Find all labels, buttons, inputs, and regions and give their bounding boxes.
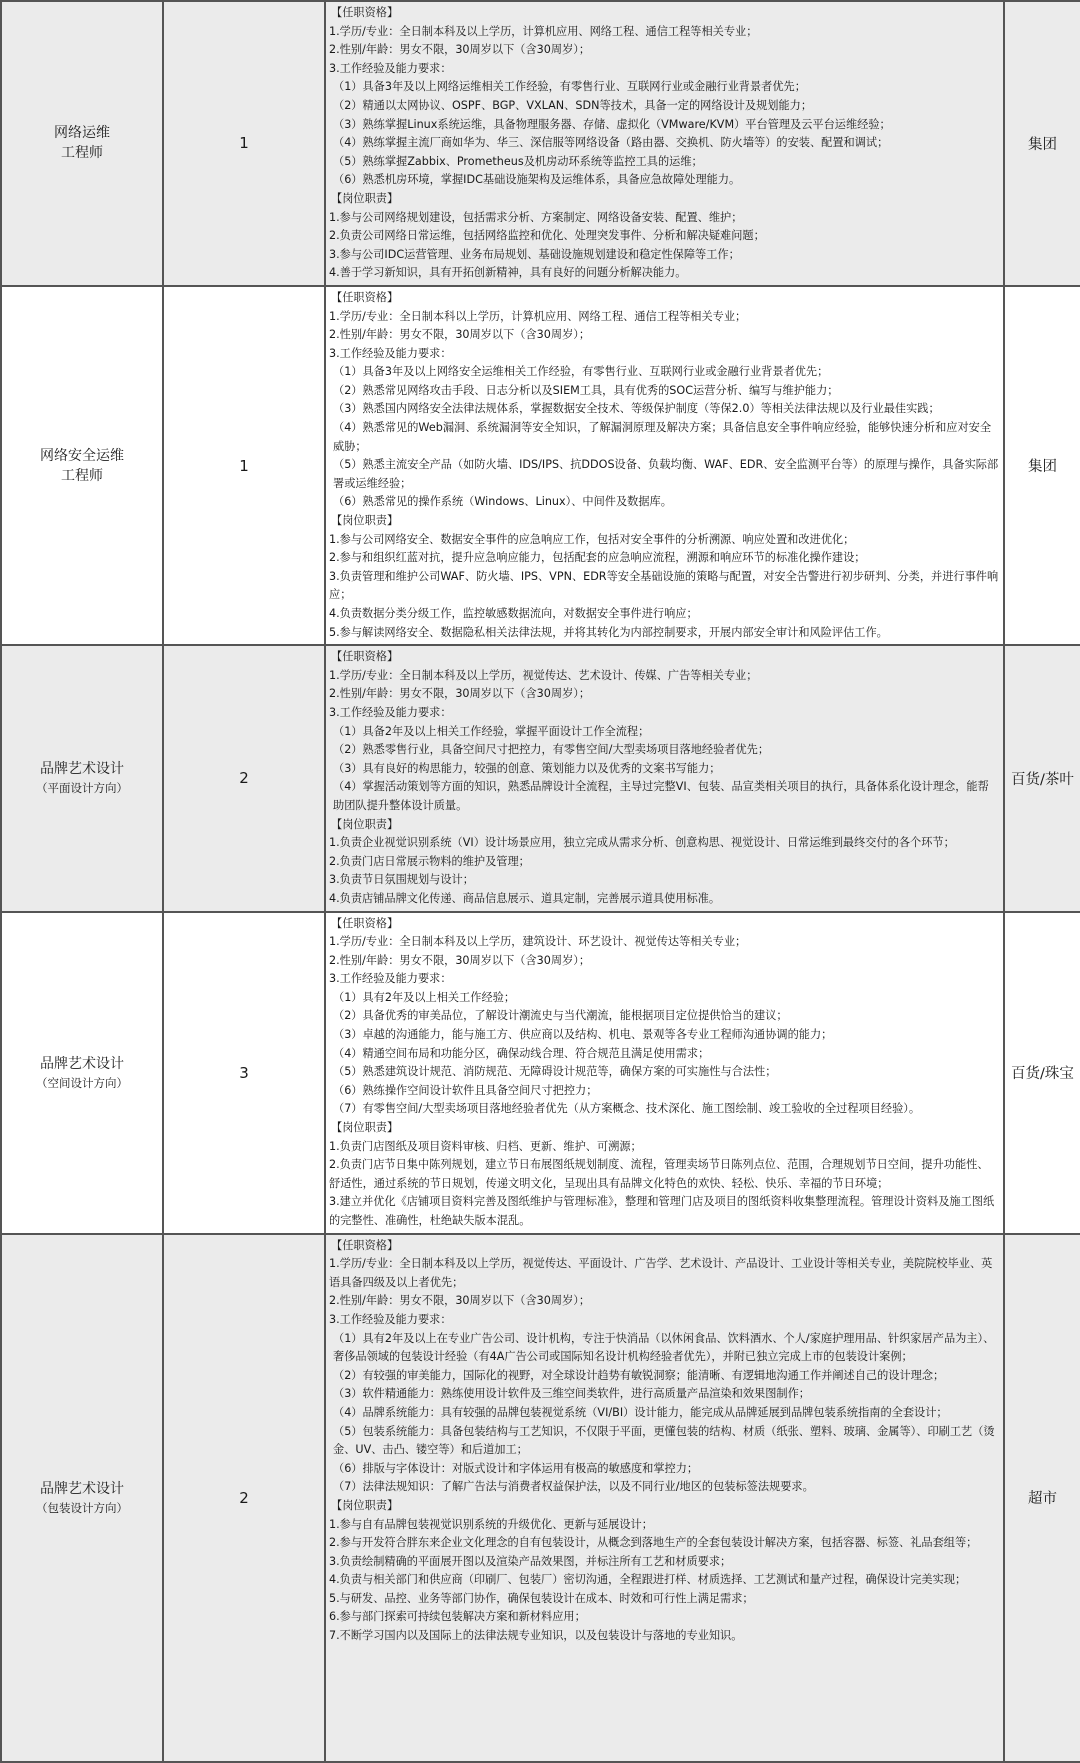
description-line: 1.学历/专业：全日制本科及以上学历，计算机应用、网络工程、通信工程等相关专业； <box>329 24 758 38</box>
description-line: （3）熟练掌握Linux系统运维，具备物理服务器、存储、虚拟化（VMware/KVM）平台管理及云平台运维经验； <box>333 117 891 131</box>
job-row <box>1 1234 1080 1762</box>
job-title-line: 工程师 <box>61 467 103 484</box>
job-title-cell <box>1 1 163 286</box>
job-department: 集团 <box>1004 1 1080 286</box>
description-line: （4）掌握活动策划等方面的知识，熟悉品牌设计全流程，主导过完整VI、包装、品宣类相关项目的执行，具备体系化设计理念，能帮助团队提升整体设计质量。 <box>333 780 989 812</box>
job-headcount: 1 <box>163 286 325 645</box>
section-heading: 【岗位职责】 <box>331 191 399 205</box>
job-headcount: 1 <box>163 1 325 286</box>
description-line: 3.建立并优化《店铺项目资料完善及图纸维护与管理标准》，整理和管理门店及项目的图纸资料收集整理流程。管理设计资料及施工图纸的完整性、准确性，杜绝缺失版本混乱。 <box>329 1195 995 1227</box>
description-line: 4.负责与相关部门和供应商（印刷厂、包装厂）密切沟通，全程跟进打样、材质选择、工艺测试和量产过程，确保设计完美实现； <box>329 1573 967 1587</box>
job-row <box>1 912 1080 1234</box>
description-line: （1）具备3年及以上网络安全运维相关工作经验，有零售行业、互联网行业或金融行业背景者优先； <box>333 365 829 379</box>
description-line: （4）品牌系统能力：具有较强的品牌包装视觉系统（VI/BI）设计能力，能完成从品牌延展到品牌包装系统指南的全套设计； <box>333 1405 948 1419</box>
description-line: 2.性别/年龄：男女不限，30周岁以下（含30周岁）； <box>329 328 591 342</box>
job-headcount: 2 <box>163 1234 325 1762</box>
job-title-line: 品牌艺术设计 <box>40 1055 124 1072</box>
description-line: （4）熟练掌握主流厂商如华为、华三、深信服等网络设备（路由器、交换机、防火墙等）的安装、配置和调试； <box>333 136 889 150</box>
job-department: 集团 <box>1004 286 1080 645</box>
job-table-body <box>1 1 1080 1762</box>
description-line: 1.学历/专业：全日制本科以上学历，计算机应用、网络工程、通信工程等相关专业； <box>329 309 747 323</box>
description-line: 3.工作经验及能力要求： <box>329 1312 452 1326</box>
section-heading: 【岗位职责】 <box>331 1121 399 1135</box>
description-line: 2.参与和组织红蓝对抗，提升应急响应能力，包括配套的应急响应流程，溯源和响应环节的标准化操作建设； <box>329 551 866 565</box>
description-line: （3）具有良好的构思能力，较强的创意、策划能力以及优秀的文案书写能力； <box>333 761 721 775</box>
job-department: 超市 <box>1004 1234 1080 1762</box>
section-heading: 【岗位职责】 <box>331 817 399 831</box>
job-title-cell <box>1 912 163 1234</box>
section-heading: 【岗位职责】 <box>331 1498 399 1512</box>
job-headcount: 2 <box>163 645 325 911</box>
description-line: （7）有零售空间/大型卖场项目落地经验者优先（从方案概念、技术深化、施工图绘制、竣工验收的全过程项目经验）。 <box>333 1102 921 1116</box>
description-line: 2.性别/年龄：男女不限，30周岁以下（含30周岁）； <box>329 43 591 57</box>
description-line: （4）精通空间布局和功能分区，确保动线合理、符合规范且满足使用需求； <box>333 1046 710 1060</box>
description-line: 6.参与部门探索可持续包装解决方案和新材料应用； <box>329 1610 586 1624</box>
description-line: （2）具备优秀的审美品位，了解设计潮流史与当代潮流，能根据项目定位提供恰当的建议； <box>333 1009 788 1023</box>
section-heading: 【任职资格】 <box>331 1238 399 1252</box>
job-subtitle: （平面设计方向） <box>36 781 128 796</box>
description-line: 3.工作经验及能力要求： <box>329 61 452 75</box>
description-line: 2.性别/年龄：男女不限，30周岁以下（含30周岁）； <box>329 687 591 701</box>
description-line: 2.性别/年龄：男女不限，30周岁以下（含30周岁）； <box>329 953 591 967</box>
description-line: （5）熟练掌握Zabbix、Prometheus及机房动环系统等监控工具的运维； <box>333 154 703 168</box>
description-line: 1.负责门店图纸及项目资料审核、归档、更新、维护、可溯源； <box>329 1139 642 1153</box>
description-line: 1.学历/专业：全日制本科及以上学历，视觉传达、艺术设计、传媒、广告等相关专业； <box>329 668 758 682</box>
job-row <box>1 286 1080 645</box>
job-title-line: 网络运维 <box>54 125 110 142</box>
job-title-cell <box>1 645 163 911</box>
description-line: （6）熟练操作空间设计软件且具备空间尺寸把控力； <box>333 1083 598 1097</box>
job-title-line: 品牌艺术设计 <box>40 1480 124 1497</box>
description-line: （5）包装系统能力：具备包装结构与工艺知识，不仅限于平面，更懂包装的结构、材质（纸张、塑料、玻璃、金属等）、印刷工艺（烫金、UV、击凸、镂空等）和后道加工； <box>333 1424 995 1457</box>
description-line: 1.参与自有品牌包装视觉识别系统的升级优化、更新与延展设计； <box>329 1517 653 1531</box>
job-title-line: 网络安全运维 <box>40 447 124 464</box>
description-line: 2.性别/年龄：男女不限，30周岁以下（含30周岁）； <box>329 1294 591 1308</box>
description-line: 2.负责公司网络日常运维，包括网络监控和优化、处理突发事件、分析和解决疑难问题； <box>329 229 765 243</box>
description-line: （2）熟悉零售行业，具备空间尺寸把控力，有零售空间/大型卖场项目落地经验者优先； <box>333 743 770 757</box>
description-line: 1.学历/专业：全日制本科及以上学历，建筑设计、环艺设计、视觉传达等相关专业； <box>329 935 747 949</box>
description-line: （5）熟悉主流安全产品（如防火墙、IDS/IPS、抗DDOS设备、负载均衡、WAF、EDR、安全监测平台等）的原理与操作，具备实际部署或运维经验； <box>333 458 999 490</box>
description-line: 3.负责绘制精确的平面展开图以及渲染产品效果图，并标注所有工艺和材质要求； <box>329 1554 732 1568</box>
description-line: （3）卓越的沟通能力，能与施工方、供应商以及结构、机电、景观等各专业工程师沟通协调的能力； <box>333 1028 833 1042</box>
section-heading: 【任职资格】 <box>331 6 399 19</box>
description-line: （7）法律法规知识：了解广告法与消费者权益保护法，以及不同行业/地区的包装标签法规要求。 <box>333 1480 814 1494</box>
section-heading: 【任职资格】 <box>331 916 399 930</box>
job-title-line: 工程师 <box>61 145 103 162</box>
description-line: 3.负责管理和维护公司WAF、防火墙、IPS、VPN、EDR等安全基础设施的策略与配置，对安全告警进行初步研判、分类，并进行事件响应； <box>329 569 999 602</box>
job-description <box>325 1234 1004 1762</box>
description-line: 2.负责门店节日集中陈列规划，建立节日布展图纸规划制度、流程，管理卖场节日陈列点位、范围，合理规划节日空间，提升功能性、舒适性，通过系统的节日规划，传递文明文化，呈现出具有品牌文化特色的欢快、轻松、快乐、幸福的节日环境； <box>329 1158 989 1190</box>
description-line: 3.工作经验及能力要求： <box>329 705 452 719</box>
job-subtitle: （空间设计方向） <box>36 1075 128 1090</box>
description-line: 5.与研发、品控、业务等部门协作，确保包装设计在成本、时效和可行性上满足需求； <box>329 1591 754 1605</box>
description-line: 3.负责节日氛围规划与设计； <box>329 873 474 887</box>
description-line: （3）软件精通能力：熟练使用设计软件及三维空间类软件，进行高质量产品渲染和效果图制作； <box>333 1387 810 1401</box>
job-department: 百货/珠宝 <box>1004 912 1080 1234</box>
description-line: 4.善于学习新知识，具有开拓创新精神，具有良好的问题分析解决能力。 <box>329 266 687 280</box>
description-line: （1）具备2年及以上相关工作经验，掌握平面设计工作全流程； <box>333 724 650 738</box>
description-line: 2.负责门店日常展示物料的维护及管理； <box>329 854 530 868</box>
description-line: 3.工作经验及能力要求： <box>329 346 452 360</box>
job-title-cell <box>1 286 163 645</box>
job-title-cell <box>1 1234 163 1762</box>
description-line: （6）熟悉常见的操作系统（Windows、Linux）、中间件及数据库。 <box>333 495 672 509</box>
description-line: （4）熟悉常见的Web漏洞、系统漏洞等安全知识，了解漏洞原理及解决方案；具备信息安全事件响应经验，能够快速分析和应对安全威胁； <box>333 421 992 453</box>
description-line: （1）具备3年及以上网络运维相关工作经验，有零售行业、互联网行业或金融行业背景者优先； <box>333 80 806 94</box>
description-line: 1.参与公司网络规划建设，包括需求分析、方案制定、网络设备安装、配置、维护； <box>329 210 743 224</box>
job-row <box>1 1 1080 286</box>
description-line: 4.负责店铺品牌文化传递、商品信息展示、道具定制，完善展示道具使用标准。 <box>329 891 721 905</box>
description-line: （1）具有2年及以上在专业广告公司、设计机构，专注于快消品（以休闲食品、饮料酒水、个人/家庭护理用品、针织家居产品为主）、奢侈品领域的包装设计经验（有4A广告公司或国际知名设计机构经验者优先），并附已独立完成上市的包装设计案例； <box>333 1331 995 1364</box>
job-title-line: 品牌艺术设计 <box>40 761 124 778</box>
description-line: （2）精通以太网协议、OSPF、BGP、VXLAN、SDN等技术，具备一定的网络设计及规划能力； <box>333 98 813 112</box>
description-line: （2）有较强的审美能力，国际化的视野，对全球设计趋势有敏锐洞察；能清晰、有逻辑地沟通工作并阐述自己的设计理念； <box>333 1368 945 1382</box>
description-line: （6）熟悉机房环境，掌握IDC基础设施架构及运维体系，具备应急故障处理能力。 <box>333 173 741 187</box>
description-line: 1.学历/专业：全日制本科及以上学历，视觉传达、平面设计、广告学、艺术设计、产品设计、工业设计等相关专业，美院院校毕业、英语具备四级及以上者优先； <box>329 1257 993 1289</box>
description-line: 3.工作经验及能力要求： <box>329 972 452 986</box>
job-description <box>325 286 1004 645</box>
description-line: 2.参与开发符合胖东来企业文化理念的自有包装设计，从概念到落地生产的全套包装设计解决方案，包括容器、标签、礼品套组等； <box>329 1536 978 1550</box>
section-heading: 【任职资格】 <box>331 290 399 304</box>
description-line: 5.参与解读网络安全、数据隐私相关法律法规，并将其转化为内部控制要求，开展内部安全审计和风险评估工作。 <box>329 625 888 639</box>
description-line: 4.负责数据分类分级工作，监控敏感数据流向，对数据安全事件进行响应； <box>329 607 698 620</box>
section-heading: 【岗位职责】 <box>331 514 399 528</box>
description-line: （3）熟悉国内网络安全法律法规体系，掌握数据安全技术、等级保护制度（等保2.0）等相关法律法规以及行业最佳实践； <box>333 402 940 416</box>
job-department: 百货/茶叶 <box>1004 645 1080 911</box>
description-line: （2）熟悉常见网络攻击手段、日志分析以及SIEM工具，具有优秀的SOC运营分析、编写与维护能力； <box>333 383 839 397</box>
job-description <box>325 912 1004 1234</box>
description-line: 7.不断学习国内以及国际上的法律法规专业知识，以及包装设计与落地的专业知识。 <box>329 1629 743 1643</box>
description-line: 1.负责企业视觉识别系统（VI）设计场景应用，独立完成从需求分析、创意构思、视觉设计、日常运维到最终交付的各个环节； <box>329 836 955 850</box>
description-line: （1）具有2年及以上相关工作经验； <box>333 990 516 1004</box>
description-line: （6）排版与字体设计：对版式设计和字体运用有极高的敏感度和掌控力； <box>333 1461 699 1475</box>
job-description <box>325 645 1004 911</box>
description-line: 1.参与公司网络安全、数据安全事件的应急响应工作，包括对安全事件的分析溯源、响应处置和改进优化； <box>329 532 855 546</box>
job-headcount: 3 <box>163 912 325 1234</box>
description-line: 3.参与公司IDC运营管理、业务布局规划、基础设施规划建设和稳定性保障等工作； <box>329 247 740 261</box>
job-description <box>325 1 1004 286</box>
section-heading: 【任职资格】 <box>331 650 399 664</box>
job-subtitle: （包装设计方向） <box>36 1500 128 1515</box>
job-row <box>1 645 1080 911</box>
description-line: （5）熟悉建筑设计规范、消防规范、无障碍设计规范等，确保方案的可实施性与合法性； <box>333 1065 777 1079</box>
